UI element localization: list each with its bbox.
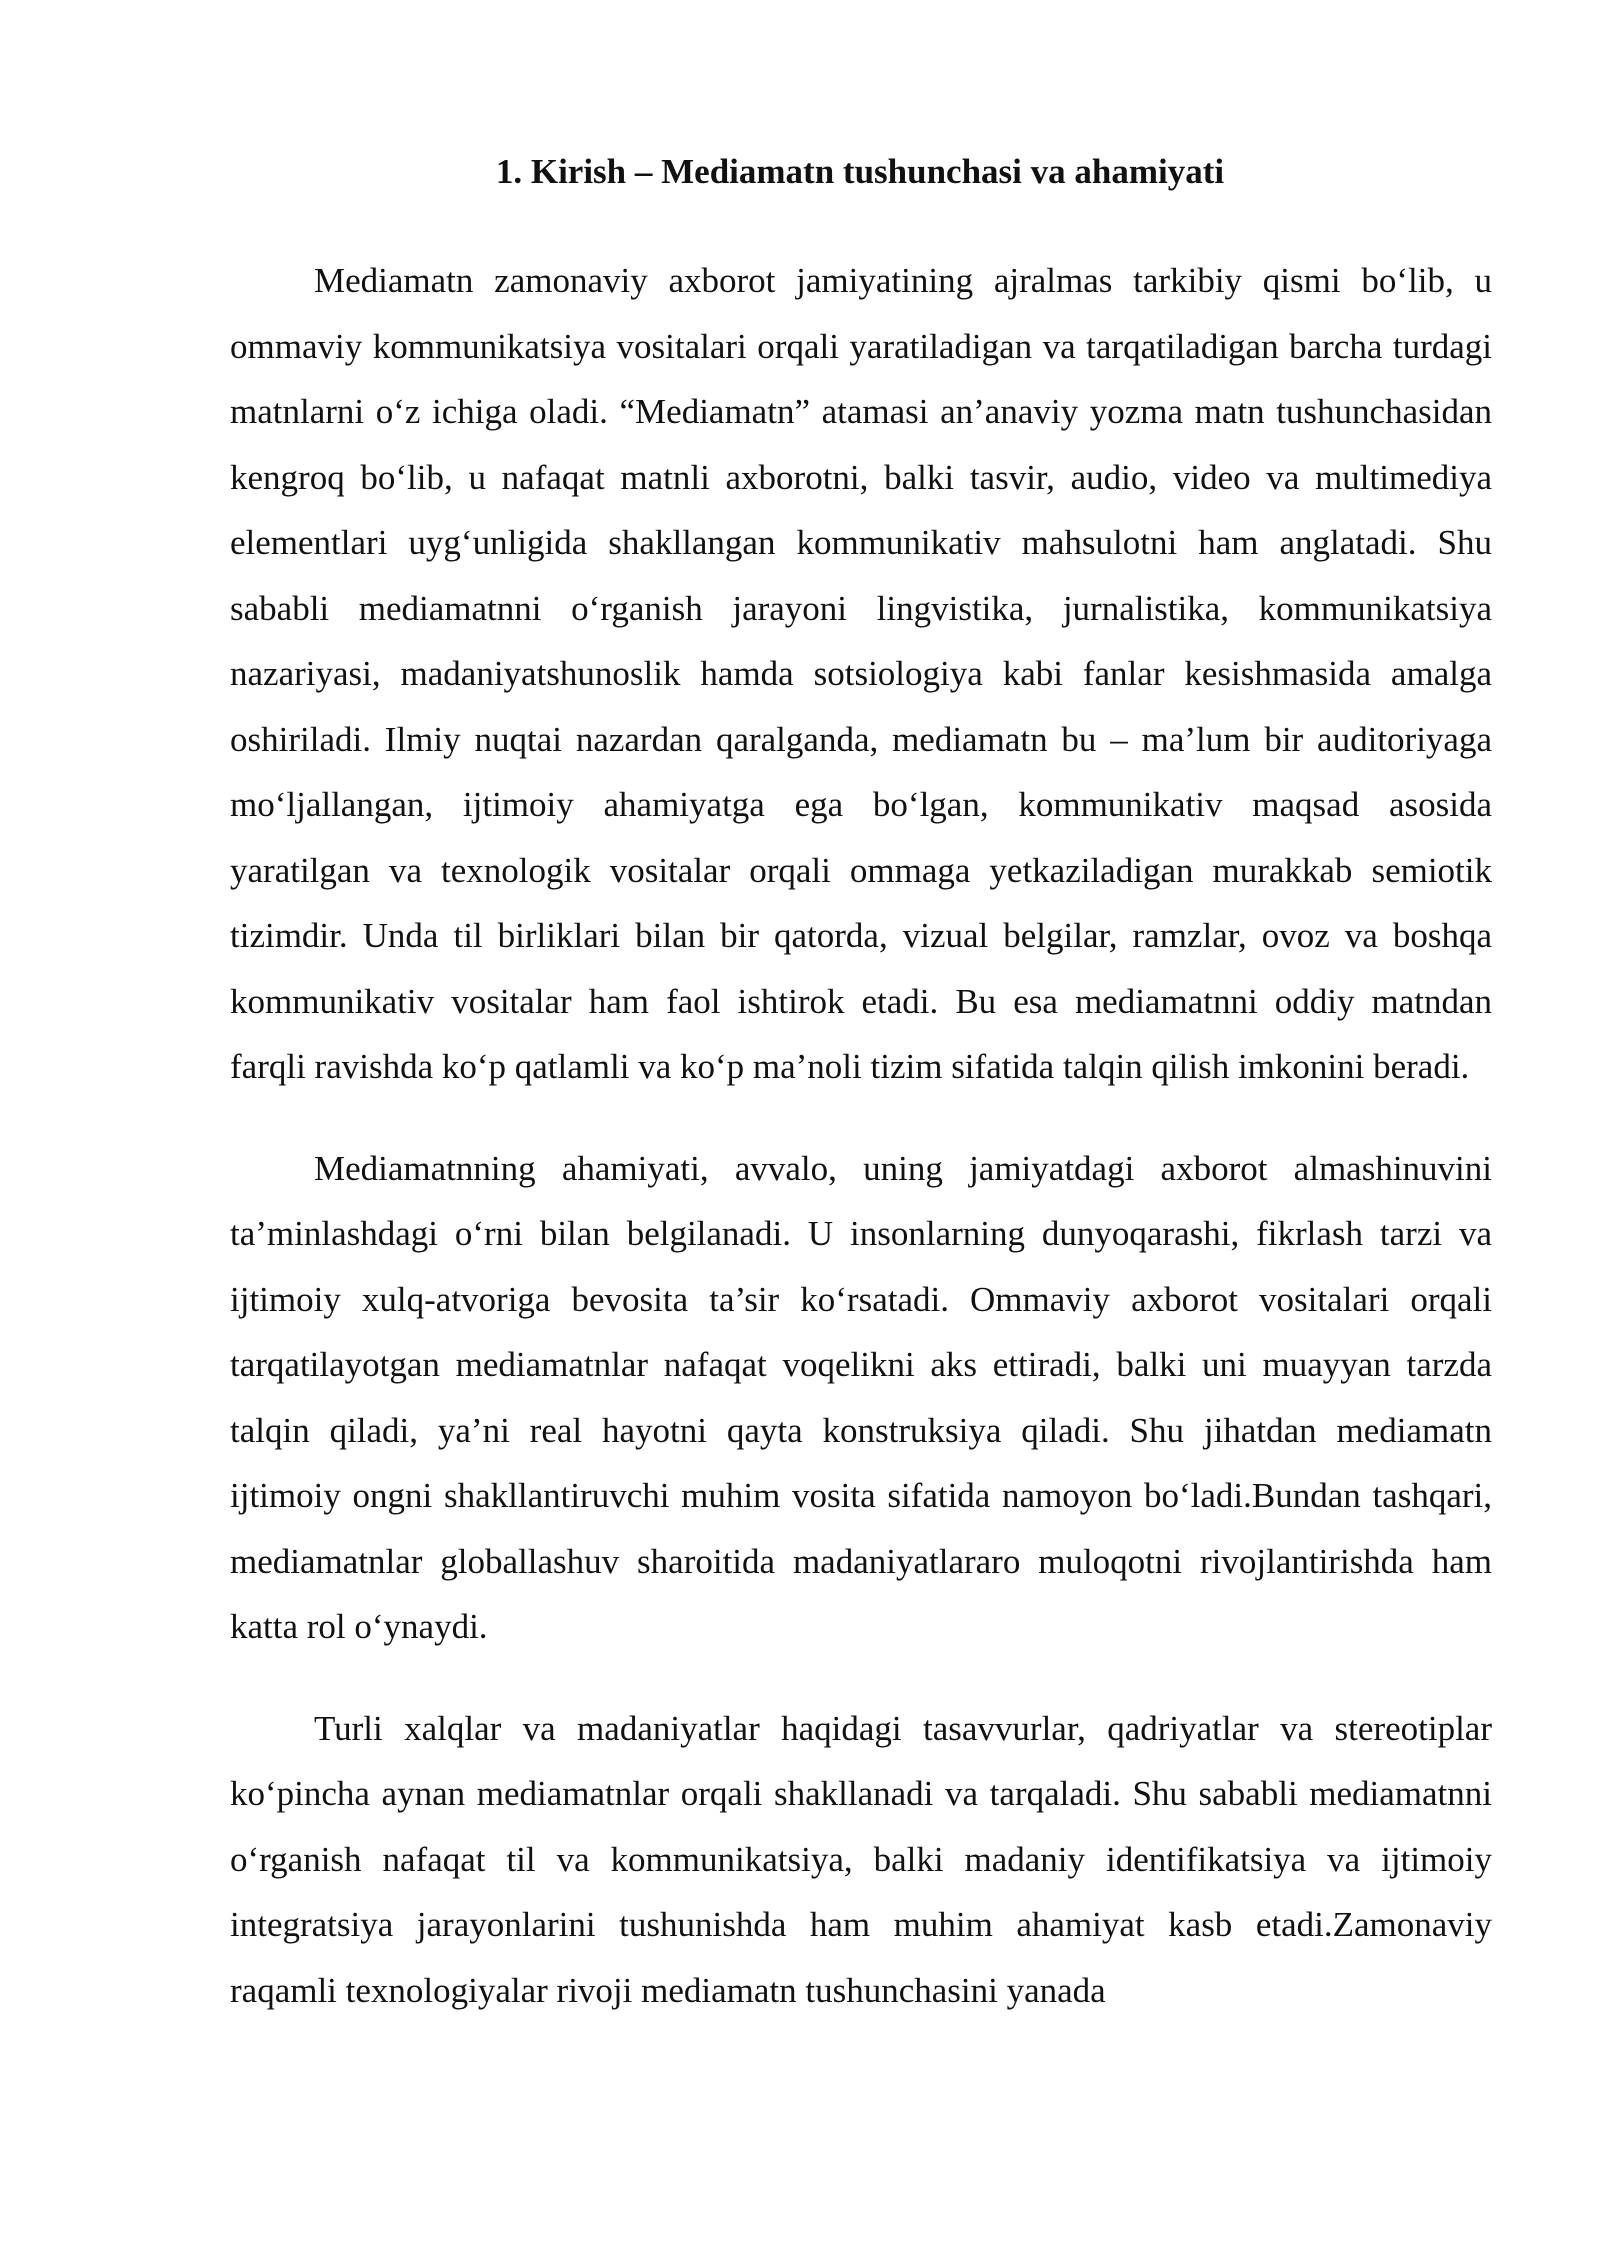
paragraph-3: Turli xalqlar va madaniyatlar haqidagi tasavvurlar, qadriyatlar va stereotiplar ko‘pincha aynan mediamatnlar orqali shakllanadi va tarqaladi. Shu sababli mediamatnni o‘rganish nafaqat til va kommunikatsiya, balki madaniy identifikatsiya va ijtimoiy integratsiya jarayonlarini tushunishda ham muhim ahamiyat kasb etadi.Zamonaviy raqamli texnologiyalar rivoji mediamatn tushunchasini yanada — [230, 1708, 1492, 2010]
paragraph-1: Mediamatn zamonaviy axborot jamiyatining ajralmas tarkibiy qismi bo‘lib, u ommaviy kommunikatsiya vositalari orqali yaratiladigan va tarqatiladigan barcha turdagi matnlarni o‘z ichiga oladi. “Mediamatn” atamasi an’anaviy yozma matn tushunchasidan kengroq bo‘lib, u nafaqat matnli axborotni, balki tasvir, audio, video va multimediya elementlari uyg‘unligida shakllangan kommunikativ mahsulotni ham anglatadi. Shu sababli mediamatnni o‘rganish jarayoni lingvistika, jurnalistika, kommunikatsiya nazariyasi, madaniyatshunoslik hamda sotsiologiya kabi fanlar kesishmasida amalga oshiriladi. Ilmiy nuqtai nazardan qaralganda, mediamatn bu – ma’lum bir auditoriyaga mo‘ljallangan, ijtimoiy ahamiyatga ega bo‘lgan, kommunikativ maqsad asosida yaratilgan va texnologik vositalar orqali ommaga yetkaziladigan murakkab semiotik tizimdir. Unda til birliklari bilan bir qatorda, vizual belgilar, ramzlar, ovoz va boshqa kommunikativ vositalar ham faol ishtirok etadi. Bu esa mediamatnni oddiy matndan farqli ravishda ko‘p qatlamli va ko‘p ma’noli tizim sifatida talqin qilish imkonini beradi. — [230, 261, 1492, 1086]
section-title: 1. Kirish – Mediamatn tushunchasi va ahamiyati — [495, 152, 1225, 191]
body-text — [230, 248, 1492, 2059]
paragraph-2: Mediamatnning ahamiyati, avvalo, uning jamiyatdagi axborot almashinuvini ta’minlashdagi o‘rni bilan belgilanadi. U insonlarning dunyoqarashi, fikrlash tarzi va ijtimoiy xulq-atvoriga bevosita ta’sir ko‘rsatadi. Ommaviy axborot vositalari orqali tarqatilayotgan mediamatnlar nafaqat voqelikni aks ettiradi, balki uni muayyan tarzda talqin qiladi, ya’ni real hayotni qayta konstruksiya qiladi. Shu jihatdan mediamatn ijtimoiy ongni shakllantiruvchi muhim vosita sifatida namoyon bo‘ladi.Bundan tashqari, mediamatnlar globallashuv sharoitida madaniyatlararo muloqotni rivojlantirishda ham katta rol o‘ynaydi. — [230, 1148, 1492, 1646]
